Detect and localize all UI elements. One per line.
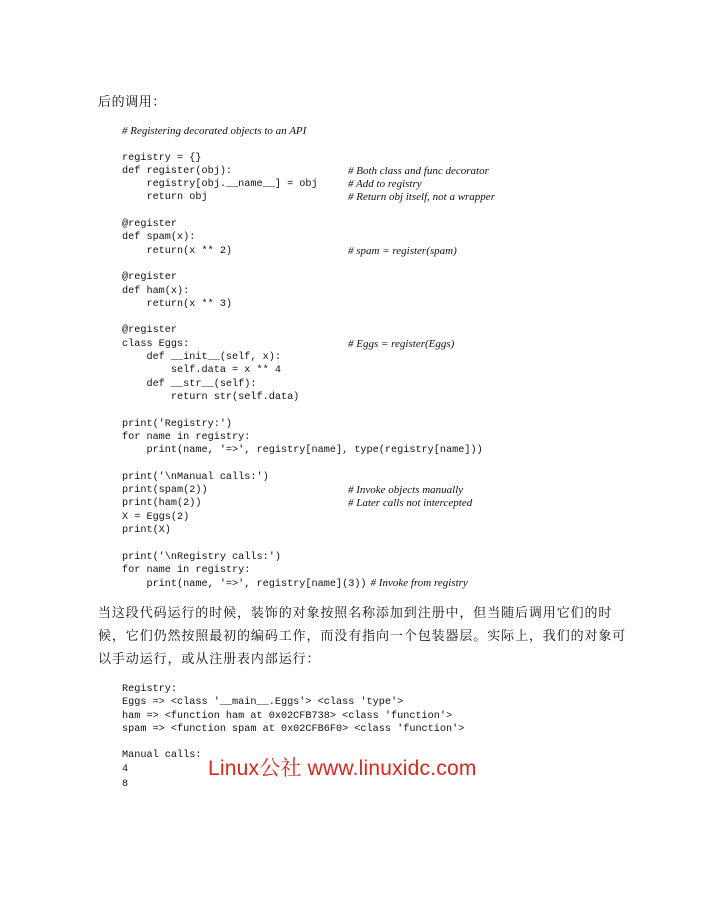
output-line: spam => <function spam at 0x02CFB6F0> <class 'function'>: [122, 723, 465, 735]
code-text: def ham(x):: [122, 285, 190, 297]
watermark-text: Linux公社 www.linuxidc.com: [208, 757, 477, 780]
code-comment: # Later calls not intercepted: [348, 497, 473, 510]
code-line: [122, 285, 483, 298]
code-line: [122, 245, 483, 258]
code-text: @register: [122, 325, 178, 337]
code-line: [122, 152, 483, 165]
code-comment: # Invoke objects manually: [348, 484, 464, 497]
code-text: class Eggs:: [122, 338, 190, 350]
code-text: print('\nManual calls:'): [122, 471, 269, 483]
code-line: [122, 484, 483, 497]
code-line: [122, 431, 483, 444]
blank-line: [122, 138, 483, 151]
blank-line: [122, 205, 483, 218]
code-comment: # Both class and func decorator: [348, 164, 489, 177]
output-line: Registry:: [122, 684, 178, 695]
code-text: for name in registry:: [122, 564, 251, 576]
code-line: [122, 471, 483, 484]
code-line: [122, 577, 483, 590]
code-line: [122, 524, 483, 537]
code-text: print('\nRegistry calls:'): [122, 551, 281, 563]
code-line: [122, 338, 483, 351]
blank-line: [122, 311, 483, 324]
code-line: [122, 378, 483, 391]
output-line: ham => <function ham at 0x02CFB738> <class 'function'>: [122, 710, 453, 722]
code-text: for name in registry:: [122, 431, 251, 443]
code-text: return str(self.data): [122, 391, 300, 403]
code-text: @register: [122, 272, 178, 284]
code-text: print(spam(2)): [122, 485, 208, 497]
code-text: def __init__(self, x):: [122, 352, 281, 364]
blank-line: [122, 736, 464, 749]
code-comment: # spam = register(spam): [348, 244, 457, 257]
body-paragraph: [98, 602, 628, 671]
blank-line: [122, 457, 483, 470]
code-comment: # Invoke from registry: [370, 577, 468, 590]
code-comment: # Eggs = register(Eggs): [348, 337, 455, 350]
code-line: [122, 324, 483, 337]
code-text: def __str__(self):: [122, 378, 257, 390]
code-text: X = Eggs(2): [122, 511, 190, 523]
code-line: [122, 351, 483, 364]
code-text: print(name, '=>', registry[name](3)): [122, 579, 367, 591]
code-line: [122, 511, 483, 524]
blank-line: [122, 404, 483, 417]
code-line: [122, 418, 483, 431]
section-heading: 后的调用：: [98, 95, 167, 110]
code-line: [122, 164, 489, 178]
code-line: [122, 564, 483, 577]
code-line: [122, 444, 483, 457]
code-text: return(x ** 2): [122, 245, 233, 257]
code-text: print(name, '=>', registry[name], type(registry[name])): [122, 445, 483, 457]
code-line: [122, 298, 483, 311]
code-block-decorator-registry: [122, 125, 495, 591]
code-line: [122, 125, 483, 138]
code-line: [122, 191, 495, 204]
clipped-output-line: 8: [122, 779, 129, 790]
code-line: [122, 551, 483, 564]
code-line: [122, 178, 483, 191]
code-text: return obj: [122, 192, 208, 204]
code-text: return(x ** 3): [122, 298, 233, 310]
code-text: print(ham(2)): [122, 498, 202, 510]
code-text: print(X): [122, 524, 171, 536]
code-line: [122, 231, 483, 244]
code-comment: # Return obj itself, not a wrapper: [348, 191, 495, 204]
blank-line: [122, 537, 483, 550]
code-text: def register(obj):: [122, 165, 233, 177]
output-line: 4: [122, 763, 129, 775]
paragraph-line: 候，它们仍然按照最初的编码工作，而没有指向一个包装器层。实际上，我们的对象可: [98, 629, 627, 644]
code-text: registry = {}: [122, 152, 202, 164]
code-text: @register: [122, 219, 178, 231]
code-line: [122, 391, 483, 404]
code-text: def spam(x):: [122, 232, 196, 244]
output-line: Manual calls:: [122, 750, 202, 762]
code-line: [122, 364, 483, 377]
code-line: [122, 497, 483, 510]
paragraph-line: 当这段代码运行的时候，装饰的对象按照名称添加到注册中，但当随后调用它们的时: [98, 606, 613, 621]
output-line: Eggs => <class '__main__.Eggs'> <class 'type'>: [122, 697, 404, 709]
code-text: print('Registry:'): [122, 418, 233, 430]
code-line: [122, 218, 483, 231]
code-text: registry[obj.__name__] = obj: [122, 179, 318, 191]
code-line: [122, 271, 483, 284]
code-comment: # Add to registry: [348, 178, 422, 191]
code-comment: # Registering decorated objects to an API: [122, 125, 307, 137]
code-text: self.data = x ** 4: [122, 365, 281, 377]
blank-line: [122, 258, 483, 271]
paragraph-line: 以手动运行，或从注册表内部运行：: [98, 652, 321, 667]
